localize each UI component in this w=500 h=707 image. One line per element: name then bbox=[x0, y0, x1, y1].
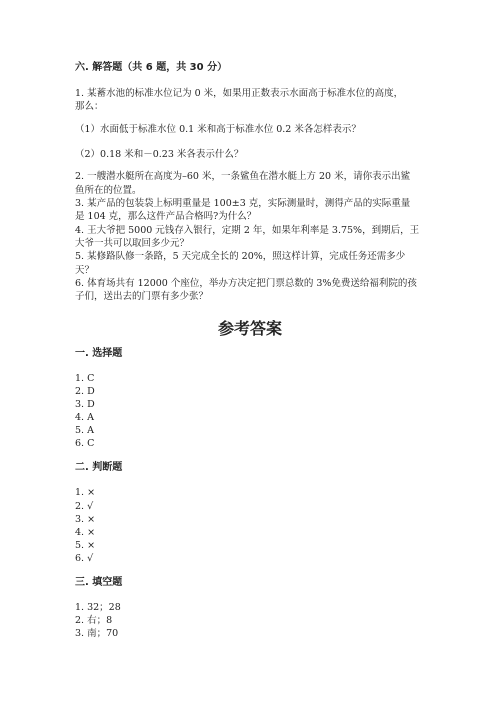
choice-answer-5: 5. A bbox=[75, 425, 94, 436]
choice-answer-1: 1. C bbox=[75, 373, 95, 384]
judge-answer-6: 6. √ bbox=[75, 553, 94, 564]
question-3-line-1: 3. 某产品的包装袋上标明重量是 100±3 克，实际测量时，测得产品的实际重量 bbox=[75, 198, 411, 209]
choice-answer-6: 6. C bbox=[75, 438, 95, 449]
question-1-sub-1: （1）水面低于标准水位 0.1 米和高于标准水位 0.2 米各怎样表示？ bbox=[75, 124, 361, 135]
judge-answer-3: 3. × bbox=[75, 514, 96, 525]
judge-answer-1: 1. × bbox=[75, 487, 96, 498]
judge-answer-5: 5. × bbox=[75, 540, 96, 551]
question-5-line-1: 5. 某修路队修一条路，5 天完成全长的 20%，照这样计算，完成任务还需多少 bbox=[75, 251, 406, 262]
question-2-line-2: 鱼所在的位置。 bbox=[75, 185, 142, 196]
question-4-line-1: 4. 王大爷把 5000 元钱存入银行，定期 2 年，如果年利率是 3.75%，到期后，王 bbox=[75, 225, 420, 236]
question-2-line-1: 2. 一艘潜水艇所在高度为–60 米，一条鲨鱼在潜水艇上方 20 米，请你表示出鲨 bbox=[75, 171, 411, 182]
question-1-line-2: 那么： bbox=[75, 101, 104, 112]
choice-answer-4: 4. A bbox=[75, 412, 94, 423]
question-5-line-2: 天？ bbox=[75, 265, 95, 276]
fill-answer-1: 1. 32；28 bbox=[75, 602, 121, 613]
answers-judge-heading: 二. 判断题 bbox=[75, 462, 123, 473]
question-3-line-2: 是 104 克，那么这件产品合格吗?为什么？ bbox=[75, 211, 257, 222]
question-4-line-2: 大爷一共可以取回多少元？ bbox=[75, 238, 190, 249]
answers-fill-heading: 三. 填空题 bbox=[75, 577, 123, 588]
choice-answer-2: 2. D bbox=[75, 386, 95, 397]
section-heading-solve: 六. 解答题（共 6 题，共 30 分） bbox=[75, 62, 228, 73]
answers-choice-heading: 一. 选择题 bbox=[75, 348, 123, 359]
choice-answer-3: 3. D bbox=[75, 399, 95, 410]
question-6-line-1: 6. 体育场共有 12000 个座位，举办方决定把门票总数的 3%免费送给福利院的孩 bbox=[75, 278, 417, 289]
judge-answer-4: 4. × bbox=[75, 527, 96, 538]
question-6-line-2: 子们，送出去的门票有多少张？ bbox=[75, 291, 209, 302]
answers-title: 参考答案 bbox=[217, 319, 282, 338]
fill-answer-3: 3. 南；70 bbox=[75, 628, 119, 639]
question-1-line-1: 1. 某蓄水池的标准水位记为 0 米，如果用正数表示水面高于标准水位的高度， bbox=[75, 88, 404, 99]
judge-answer-2: 2. √ bbox=[75, 501, 94, 512]
question-1-sub-2: （2）0.18 米和－0.23 米各表示什么？ bbox=[75, 149, 244, 160]
fill-answer-2: 2. 右；8 bbox=[75, 615, 113, 626]
